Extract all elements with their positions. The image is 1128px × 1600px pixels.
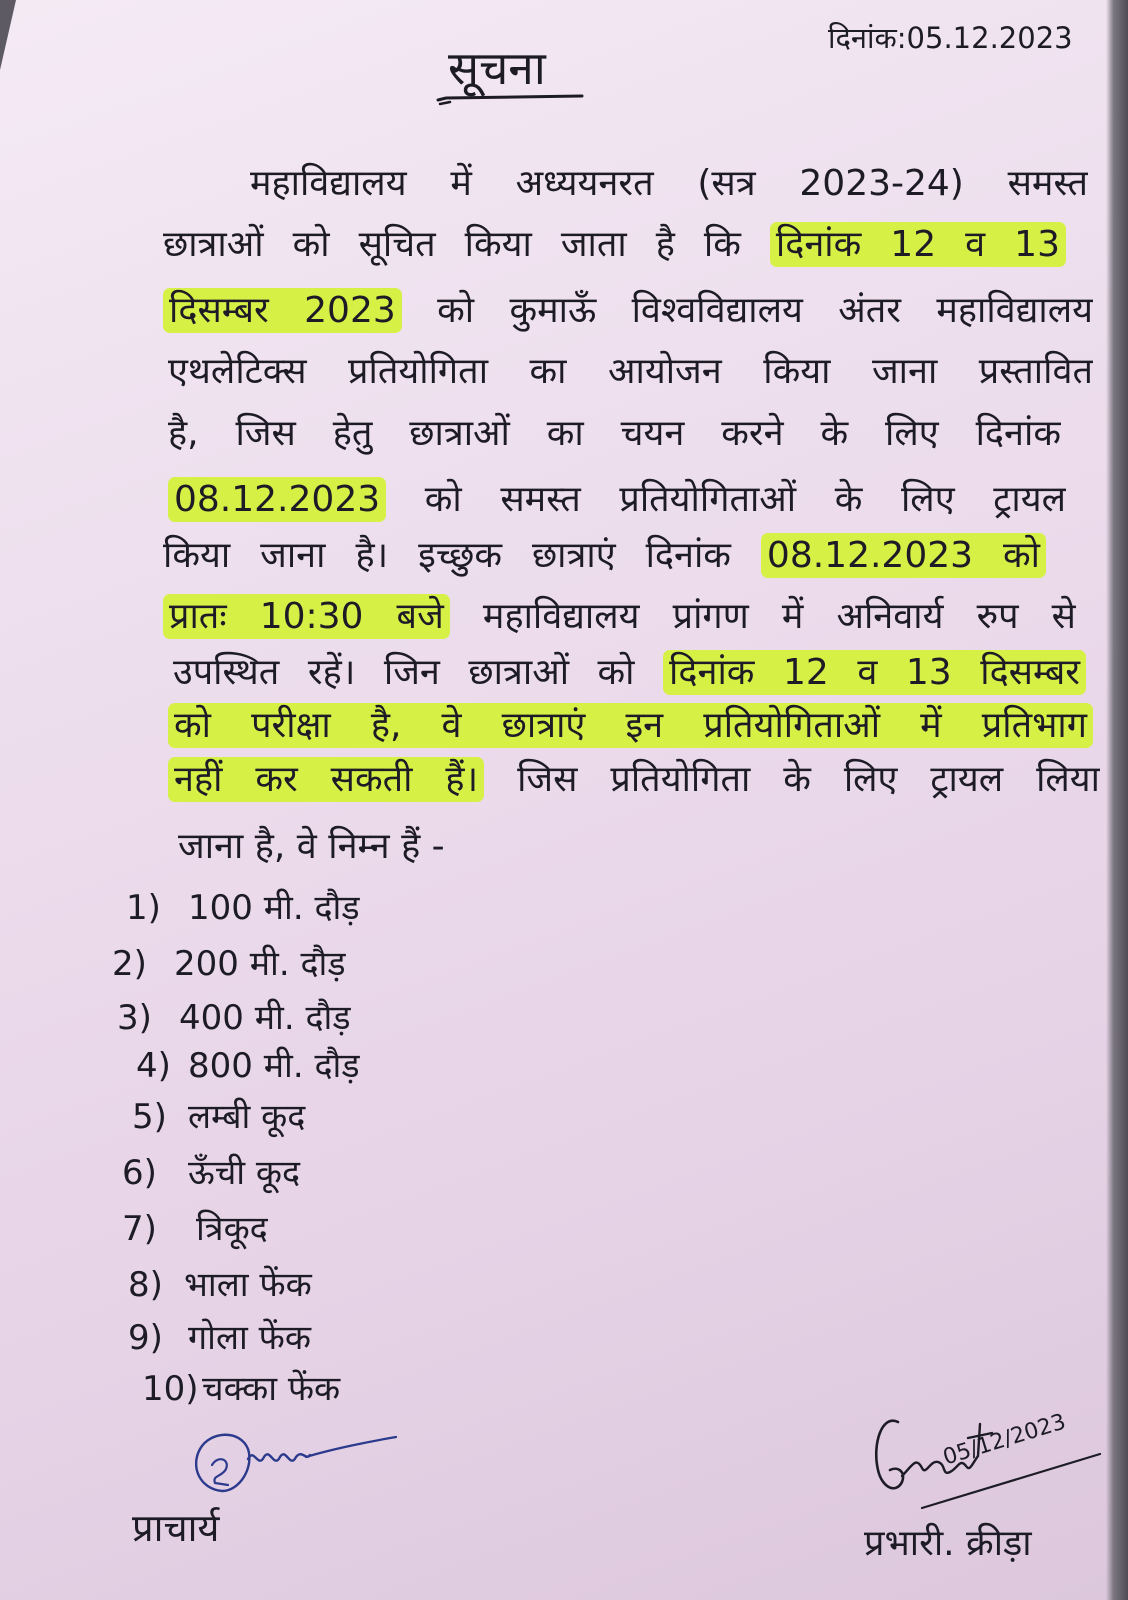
paper-corner-shadow [0,0,16,70]
list-number: 8) [128,1265,163,1305]
list-item [128,1258,312,1312]
body-text: महाविद्यालय प्रांगण में अनिवार्य रुप से [449,596,1076,637]
notice-title: सूचना [448,41,546,95]
list-item [142,1362,340,1416]
principal-signature [182,1425,402,1510]
list-number: 10) [142,1369,199,1409]
list-number: 2) [112,944,147,984]
highlighted-text: 08.12.2023 [168,477,386,522]
body-text: को समस्त प्रतियोगिताओं के लिए ट्रायल [386,479,1066,520]
body-line [168,342,1093,402]
body-line [163,281,1093,341]
list-number: 4) [136,1046,171,1086]
list-number: 1) [126,888,161,928]
list-label: लम्बी कूद [188,1097,306,1137]
highlighted-text: दिसम्बर 2023 [163,288,402,333]
body-line [163,215,1066,275]
body-line [168,470,1066,530]
highlighted-text: प्रातः 10:30 बजे [163,594,450,639]
body-text: किया जाना है। इच्छुक छात्राएं दिनांक [163,535,761,576]
body-text: है, जिस हेतु छात्राओं का चयन करने के लिए दिनांक [168,413,1061,454]
body-text: उपस्थित रहें। जिन छात्राओं को [173,652,664,693]
sports-incharge-signature [868,1412,1108,1522]
highlighted-text: 08.12.2023 को [761,533,1046,578]
list-number: 5) [132,1097,167,1137]
list-item [136,1039,360,1093]
body-text: एथलेटिक्स प्रतियोगिता का आयोजन किया जाना प्रस्तावित [168,351,1093,392]
list-item [122,1202,268,1256]
list-label: ऊँची कूद [188,1153,301,1193]
body-text: को कुमाऊँ विश्वविद्यालय अंतर महाविद्यालय [401,290,1093,331]
signature-date: 05/12/2023 [940,1409,1069,1471]
body-text: छात्राओं को सूचित किया जाता है कि [163,224,770,265]
highlighted-text: दिनांक 12 व 13 [770,222,1066,267]
list-number: 3) [117,998,152,1038]
paper-edge-shadow [1106,0,1128,1600]
highlighted-text: दिनांक 12 व 13 दिसम्बर [663,650,1086,695]
list-item [132,1090,305,1144]
list-label: चक्का फेंक [202,1369,341,1409]
notice-date: दिनांक:05.12.2023 [828,21,1073,55]
title-underline [432,88,592,110]
list-label: 100 मी. दौड़ [188,888,360,928]
list-label: 400 मी. दौड़ [179,998,351,1038]
list-item [112,937,346,991]
highlighted-text: नहीं कर सकती हैं। [168,757,484,802]
body-line [163,526,1046,586]
list-label: गोला फेंक [188,1318,311,1358]
list-number: 7) [122,1209,157,1249]
list-label: 200 मी. दौड़ [174,944,346,984]
list-item [128,1311,311,1365]
body-text: महाविद्यालय में अध्ययनरत (सत्र 2023-24) समस्त [250,163,1088,204]
body-line [173,643,1086,703]
list-number: 6) [122,1153,157,1193]
list-item [117,991,351,1045]
principal-designation: प्राचार्य [132,1506,220,1550]
body-line [250,154,1088,214]
sports-incharge-designation: प्रभारी. क्रीड़ा [864,1523,1032,1564]
body-line [168,750,1100,810]
list-item [126,881,360,935]
body-line [178,817,778,877]
list-item [122,1146,300,1200]
highlighted-text: को परीक्षा है, वे छात्राएं इन प्रतियोगिताओं में प्रतिभाग [168,703,1093,748]
body-text: जाना है, वे निम्न हैं - [178,826,445,867]
body-text: जिस प्रतियोगिता के लिए ट्रायल लिया [484,759,1100,800]
list-label: 800 मी. दौड़ [188,1046,360,1086]
list-label: त्रिकूद [196,1209,268,1249]
list-label: भाला फेंक [184,1265,312,1305]
body-line [168,404,1061,464]
body-line [168,696,1093,756]
body-line [163,587,1076,647]
list-number: 9) [128,1318,163,1358]
